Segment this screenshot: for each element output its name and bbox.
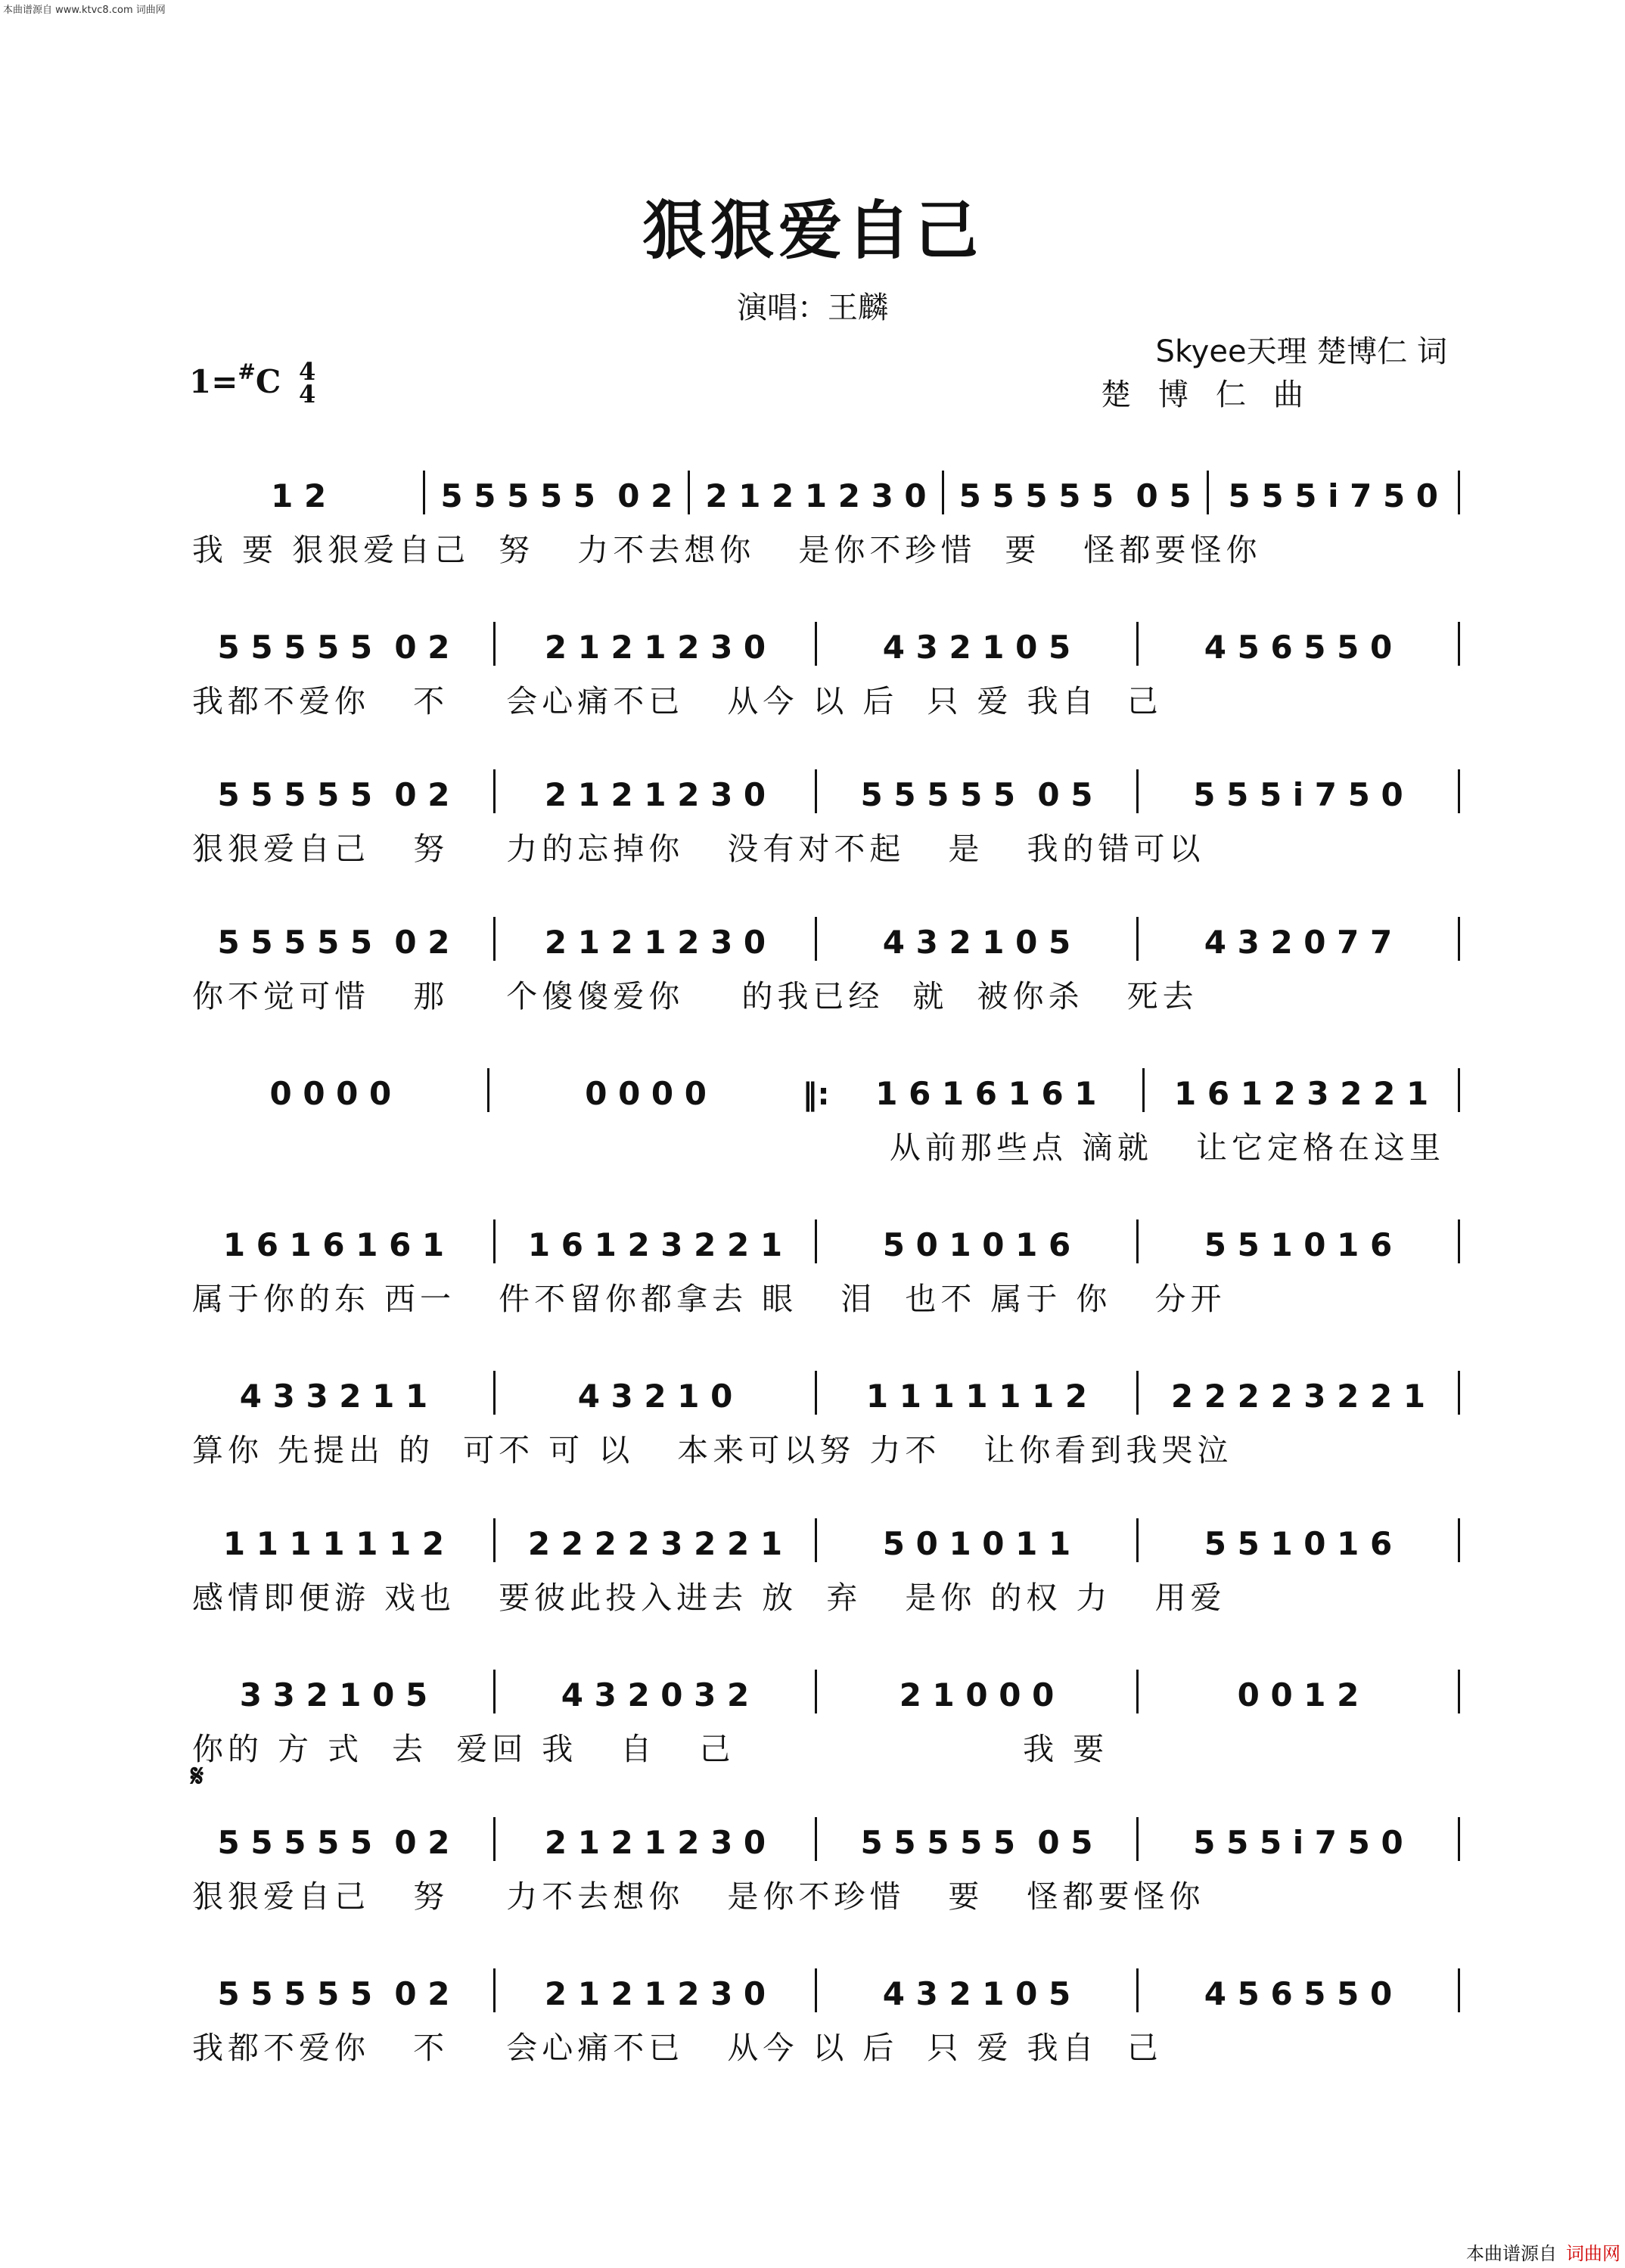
measure: 2 1 2 1 2 3 0 — [544, 924, 766, 961]
footer — [1466, 2238, 1620, 2265]
barline — [493, 1670, 496, 1713]
footer-left: 本曲谱源自 — [1466, 2243, 1557, 2264]
barline — [1458, 1219, 1460, 1263]
time-top: 4 — [299, 357, 316, 386]
measure: 1 6 1 2 3 2 2 1 — [527, 1226, 783, 1263]
measure: 1 6 1 6 1 6 1 — [222, 1226, 445, 1263]
barline — [1136, 1518, 1139, 1562]
score-system — [189, 1059, 1460, 1183]
measure: 4 3 2 1 0 5 — [882, 629, 1071, 666]
measure: 5 5 5 5 5 0 5 — [959, 477, 1192, 514]
measure: 2 1 2 1 2 3 0 — [705, 477, 927, 514]
barline — [1136, 1670, 1139, 1713]
footer-right: 词曲网 — [1566, 2243, 1620, 2264]
measure: 4 3 2 1 0 — [577, 1378, 733, 1415]
measure: 5 5 5 i 7 5 0 — [1193, 1824, 1403, 1861]
measure: 2 2 2 2 3 2 2 1 — [527, 1525, 783, 1562]
barline — [815, 1817, 817, 1861]
time-signature — [299, 357, 316, 409]
measure: 5 5 5 5 5 0 2 — [217, 924, 450, 961]
score-system — [189, 461, 1460, 586]
measure: 4 3 3 2 1 1 — [239, 1378, 428, 1415]
composer-credit: 楚博仁曲 — [1101, 377, 1331, 412]
notes-row — [189, 1661, 1460, 1713]
measure: 0 0 1 2 — [1237, 1676, 1359, 1713]
barline — [493, 1817, 496, 1861]
sharp-symbol: # — [238, 359, 256, 384]
measure: 4 3 2 0 3 2 — [561, 1676, 750, 1713]
barline — [493, 769, 496, 813]
barline — [1458, 1518, 1460, 1562]
barline — [423, 471, 425, 514]
barline — [487, 1068, 489, 1112]
measure: 4 3 2 1 0 5 — [882, 1975, 1071, 2012]
notes-row — [189, 1509, 1460, 1562]
barline — [1458, 1817, 1460, 1861]
notes-row — [189, 461, 1460, 514]
barline — [1458, 1670, 1460, 1713]
barline — [1136, 917, 1139, 961]
measure: 5 5 5 i 7 5 0 — [1193, 776, 1403, 813]
barline — [942, 471, 944, 514]
measure: 2 1 2 1 2 3 0 — [544, 629, 766, 666]
lyrics-line: 我都不爱你 不 会心痛不已 从今 以 后 只 爱 我自 己 — [192, 683, 1163, 719]
measure: 0 0 0 0 — [585, 1075, 707, 1112]
barline — [1458, 1371, 1460, 1415]
lyrics-line: 感情即便游 戏也 要彼此投入进去 放 弃 是你 的权 力 用爱 — [192, 1580, 1226, 1616]
measure: 5 5 5 5 5 0 5 — [860, 776, 1093, 813]
measure: 1 6 1 6 1 6 1 — [875, 1075, 1097, 1112]
repeat-sign: ‖: — [802, 1077, 830, 1112]
barline — [493, 917, 496, 961]
barline — [688, 471, 690, 514]
measure: 5 5 1 0 1 6 — [1204, 1525, 1393, 1562]
barline — [493, 1518, 496, 1562]
notes-row — [189, 1210, 1460, 1263]
barline — [1458, 769, 1460, 813]
lyrics-line: 从前那些点 滴就 让它定格在这里 — [889, 1129, 1445, 1166]
measure: 2 1 0 0 0 — [899, 1676, 1055, 1713]
barline — [493, 622, 496, 666]
singer: 演唱：王麟 — [737, 290, 888, 325]
barline — [493, 1219, 496, 1263]
lyricist-credit: Skyee天理 楚博仁 词 — [1155, 334, 1447, 369]
notes-row — [189, 908, 1460, 961]
notes-row — [189, 1059, 1460, 1112]
barline — [815, 1518, 817, 1562]
barline — [1458, 1068, 1460, 1112]
barline — [1136, 1219, 1139, 1263]
measure: 5 5 5 5 5 0 2 — [217, 1824, 450, 1861]
score-system — [189, 1362, 1460, 1486]
time-bottom: 4 — [299, 380, 316, 409]
notes-row — [189, 760, 1460, 813]
measure: 5 5 5 5 5 0 2 — [217, 1975, 450, 2012]
measure: 5 0 1 0 1 6 — [882, 1226, 1071, 1263]
notes-row — [189, 1808, 1460, 1861]
header-note: 本曲谱源自 www.ktvc8.com 词曲网 — [3, 5, 166, 16]
measure: 1 1 1 1 1 1 2 — [222, 1525, 445, 1562]
lyrics-line: 我 要 狠狠爱自己 努 力不去想你 是你不珍惜 要 怪都要怪你 — [192, 532, 1262, 568]
barline — [1136, 1371, 1139, 1415]
barline — [815, 917, 817, 961]
measure: 2 1 2 1 2 3 0 — [544, 1975, 766, 2012]
lyrics-line: 我都不爱你 不 会心痛不已 从今 以 后 只 爱 我自 己 — [192, 2030, 1163, 2066]
lyrics-line: 狠狠爱自己 努 力不去想你 是你不珍惜 要 怪都要怪你 — [192, 1878, 1205, 1915]
page-title: 狠狠爱自己 — [642, 193, 983, 268]
measure: 2 2 2 2 3 2 2 1 — [1170, 1378, 1426, 1415]
barline — [1458, 917, 1460, 961]
score-system — [189, 613, 1460, 737]
barline — [1136, 1817, 1139, 1861]
measure: 4 3 2 1 0 5 — [882, 924, 1071, 961]
barline — [815, 1968, 817, 2012]
measure: 5 5 5 5 5 0 2 — [217, 629, 450, 666]
measure: 2 1 2 1 2 3 0 — [544, 1824, 766, 1861]
score-system — [189, 1210, 1460, 1334]
measure: 5 5 5 5 5 0 2 — [217, 776, 450, 813]
barline — [815, 769, 817, 813]
measure: 4 5 6 5 5 0 — [1204, 629, 1393, 666]
score-system — [189, 760, 1460, 884]
notes-row — [189, 1959, 1460, 2012]
notes-row — [189, 613, 1460, 666]
measure: 5 5 5 5 5 0 5 — [860, 1824, 1093, 1861]
lyrics-line: 狠狠爱自己 努 力的忘掉你 没有对不起 是 我的错可以 — [192, 831, 1205, 867]
score-system — [189, 1808, 1460, 1932]
measure: 5 0 1 0 1 1 — [882, 1525, 1071, 1562]
measure: 0 0 0 0 — [269, 1075, 392, 1112]
barline — [1142, 1068, 1145, 1112]
key-prefix: 1= — [189, 363, 238, 400]
measure: 5 5 5 i 7 5 0 — [1228, 477, 1439, 514]
barline — [1458, 471, 1460, 514]
barline — [1458, 622, 1460, 666]
barline — [815, 1371, 817, 1415]
measure: 1 6 1 2 3 2 2 1 — [1174, 1075, 1429, 1112]
barline — [493, 1968, 496, 2012]
barline — [815, 1670, 817, 1713]
barline — [1207, 471, 1209, 514]
notes-row — [189, 1362, 1460, 1415]
score-system — [189, 1509, 1460, 1633]
lyrics-line: 算你 先提出 的 可不 可 以 本来可以努 力不 让你看到我哭泣 — [192, 1432, 1233, 1468]
score-system — [189, 908, 1460, 1032]
key-signature — [189, 359, 281, 400]
barline — [1136, 769, 1139, 813]
segno-symbol: 𝄋 — [191, 1759, 204, 1794]
measure: 5 5 1 0 1 6 — [1204, 1226, 1393, 1263]
score-system — [189, 1959, 1460, 2083]
measure: 5 5 5 5 5 0 2 — [440, 477, 673, 514]
barline — [1136, 1968, 1139, 2012]
barline — [493, 1371, 496, 1415]
barline — [1458, 1968, 1460, 2012]
measure: 1 2 — [271, 477, 327, 514]
key-note: C — [255, 363, 281, 400]
barline — [1136, 622, 1139, 666]
measure: 1 1 1 1 1 1 2 — [865, 1378, 1088, 1415]
lyrics-line: 你不觉可惜 那 个傻傻爱你 的我已经 就 被你杀 死去 — [192, 978, 1198, 1014]
measure: 4 3 2 0 7 7 — [1204, 924, 1393, 961]
score-system — [189, 1661, 1460, 1785]
lyrics-line: 你的 方 式 去 爱回 我 自 己 我 要 — [192, 1731, 1109, 1767]
lyrics-line: 属于你的东 西一 件不留你都拿去 眼 泪 也不 属于 你 分开 — [192, 1281, 1226, 1317]
measure: 3 3 2 1 0 5 — [239, 1676, 428, 1713]
measure: 2 1 2 1 2 3 0 — [544, 776, 766, 813]
barline — [815, 1219, 817, 1263]
measure: 4 5 6 5 5 0 — [1204, 1975, 1393, 2012]
barline — [815, 622, 817, 666]
